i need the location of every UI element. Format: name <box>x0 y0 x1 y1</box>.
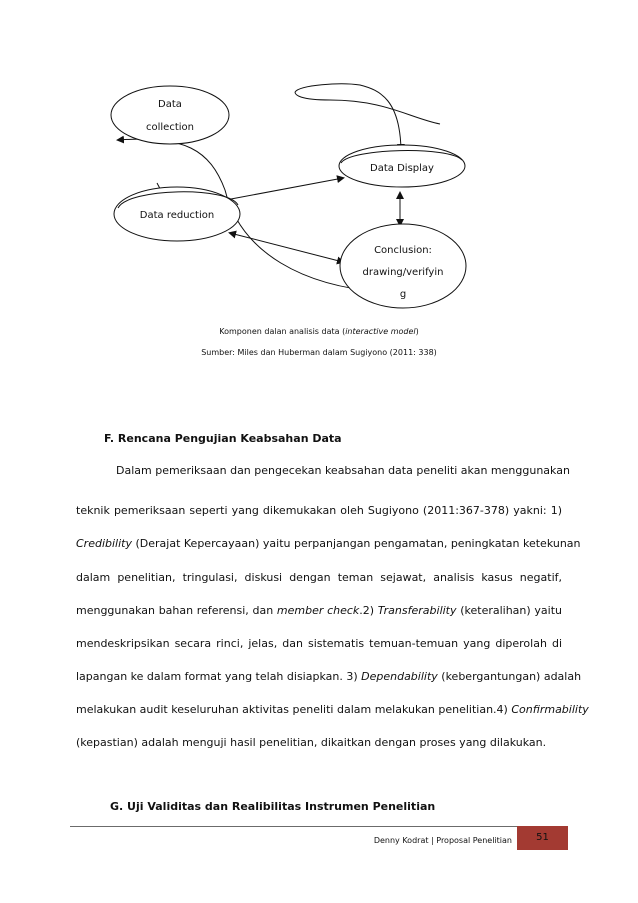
line-5-text-b: .2) <box>359 604 378 617</box>
diagram-caption <box>0 327 638 336</box>
paragraph-line-2: teknik pemeriksaan seperti yang dikemukakan oleh Sugiyono (2011:367-378) yakni: 1) <box>76 504 562 517</box>
caption-text: Komponen dalan analisis data ( <box>219 327 346 336</box>
paragraph-line-1: Dalam pemeriksaan dan pengecekan keabsahan data peneliti akan menggunakan <box>116 464 570 477</box>
line-8-text: melakukan audit keseluruhan aktivitas peneliti dalam melakukan penelitian.4) <box>76 703 512 716</box>
node-data-display <box>339 145 465 187</box>
node-data-display-label: Data Display <box>370 163 434 174</box>
node-conclusion <box>340 224 466 308</box>
line-7-text-b: (kebergantungan) adalah <box>437 670 582 683</box>
caption-close: ) <box>415 327 419 336</box>
footer-rule <box>70 826 568 827</box>
node-data-collection <box>111 86 229 144</box>
node-data-collection-label-1: Data <box>158 99 182 110</box>
line-5-text-a: menggunakan bahan referensi, dan <box>76 604 277 617</box>
term-dependability: Dependability <box>361 670 438 683</box>
term-confirmability: Confirmability <box>511 703 589 716</box>
double-arrow-reduction-conclusion <box>230 233 343 262</box>
page-number-badge: 51 <box>517 826 568 850</box>
flow-arrow-top-end <box>295 84 401 150</box>
flow-arrow-top-to-display <box>295 92 440 124</box>
diagram-source: Sumber: Miles dan Huberman dalam Sugiyono (2011: 338) <box>201 348 437 357</box>
line-7-text-a: lapangan ke dalam format yang telah disiapkan. 3) <box>76 670 362 683</box>
paragraph-line-3 <box>76 535 581 553</box>
paragraph-line-9: (kepastian) adalah menguji hasil penelitian, dikaitkan dengan proses yang dilakukan. <box>76 736 547 749</box>
node-data-reduction <box>114 187 240 241</box>
paragraph-line-7 <box>76 668 582 686</box>
paragraph-line-8 <box>76 701 589 719</box>
node-conclusion-label-2: drawing/verifyin <box>362 267 444 278</box>
paragraph-line-5 <box>76 602 562 620</box>
node-conclusion-label-1: Conclusion: <box>374 245 432 256</box>
footer-text: Denny Kodrat | Proposal Penelitian <box>373 836 512 845</box>
term-member-check: member check <box>276 604 360 617</box>
caption-italic: interactive model <box>345 327 416 336</box>
line-5-text-c: (keteralihan) yaitu <box>456 604 562 617</box>
term-credibility: Credibility <box>76 537 132 550</box>
paragraph-line-4: dalam penelitian, tringulasi, diskusi dengan teman sejawat, analisis kasus negatif, <box>76 571 562 584</box>
section-f-heading: F. Rencana Pengujian Keabsahan Data <box>104 432 342 445</box>
double-arrow-reduction-display <box>215 178 343 202</box>
line-3-text: (Derajat Kepercayaan) yaitu perpanjangan pengamatan, peningkatan ketekunan <box>131 537 581 550</box>
node-data-reduction-label: Data reduction <box>139 210 215 221</box>
interactive-model-diagram <box>0 0 638 320</box>
paragraph-line-6: mendeskripsikan secara rinci, jelas, dan sistematis temuan-temuan yang diperolah di <box>76 637 562 650</box>
term-transferability: Transferability <box>377 604 457 617</box>
node-data-collection-label-2: collection <box>146 122 194 133</box>
node-conclusion-label-3: g <box>399 289 407 300</box>
section-g-heading: G. Uji Validitas dan Realibilitas Instrumen Penelitian <box>110 800 436 813</box>
